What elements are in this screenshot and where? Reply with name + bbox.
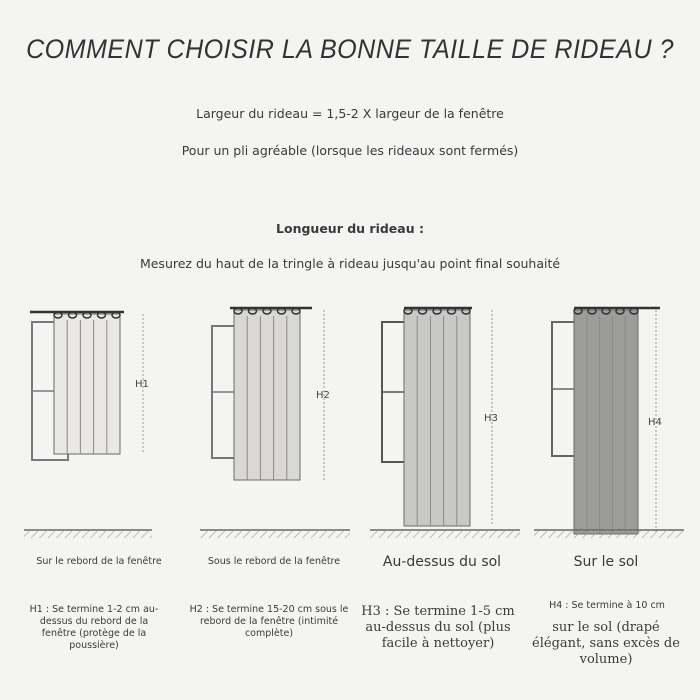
caption-h1: Sur le rebord de la fenêtre <box>36 556 162 567</box>
caption-h3: Au-dessus du sol <box>382 554 502 570</box>
dimension-label-h1: H1 <box>135 379 149 390</box>
description-h1: H1 : Se termine 1-2 cm au-dessus du rebord de la fenêtre (protège de la poussière) <box>29 604 159 651</box>
curtain-panel-h3 <box>404 310 470 526</box>
dimension-label-h3: H3 <box>484 413 498 424</box>
description-h3: H3 : Se termine 1-5 cm au-dessus du sol (plus facile à nettoyer) <box>361 604 515 651</box>
caption-h2: Sous le rebord de la fenêtre <box>207 556 341 567</box>
curtain-panel-h2 <box>234 310 300 480</box>
floor-hatch-h2 <box>200 530 350 538</box>
length-instruction: Mesurez du haut de la tringle à rideau jusqu'au point final souhaité <box>139 256 561 271</box>
curtain-panel-h4 <box>574 310 638 534</box>
description-h2: H2 : Se termine 15-20 cm sous le rebord de la fenêtre (intimité complète) <box>189 604 349 639</box>
caption-h4: Sur le sol <box>573 554 639 570</box>
floor-hatch-h1 <box>24 530 152 538</box>
floor-hatch-h4 <box>534 530 684 538</box>
dimension-label-h4: H4 <box>648 417 662 428</box>
width-formula: Largeur du rideau = 1,5-2 X largeur de la fenêtre <box>196 106 504 121</box>
description-h4-title: H4 : Se termine à 10 cm <box>549 600 665 611</box>
curtain-panel-h1 <box>54 314 120 454</box>
page-title: COMMENT CHOISIR LA BONNE TAILLE DE RIDEAU ? <box>26 34 674 64</box>
dimension-label-h2: H2 <box>316 390 330 401</box>
description-h4: sur le sol (drapé élégant, sans excès de volume) <box>532 620 680 667</box>
floor-hatch-h3 <box>370 530 520 538</box>
width-note: Pour un pli agréable (lorsque les rideaux sont fermés) <box>181 143 519 158</box>
curtain-length-diagram <box>0 290 700 540</box>
length-heading: Longueur du rideau : <box>276 221 424 236</box>
